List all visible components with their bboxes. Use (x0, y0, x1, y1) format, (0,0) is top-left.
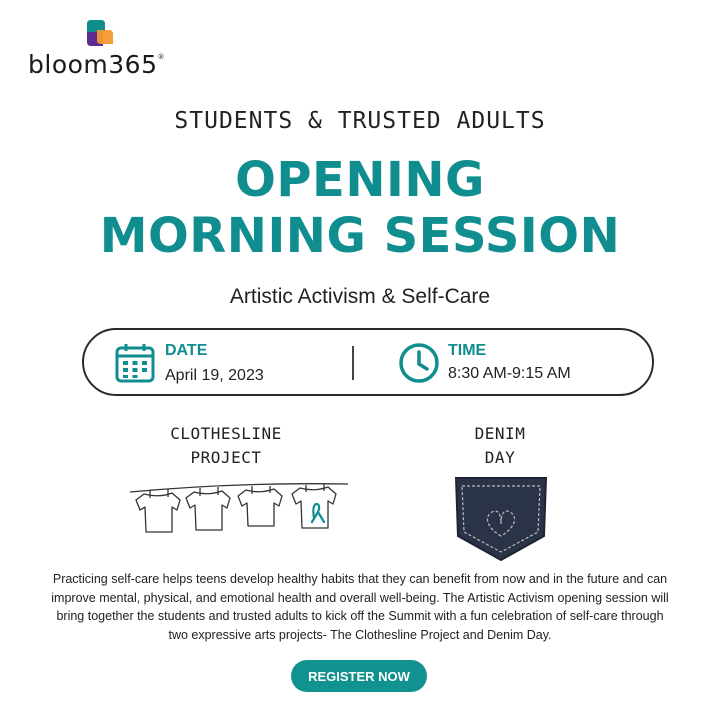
session-description: Practicing self-care helps teens develop healthy habits that they can benefit from now and in the future and can improve mental, physical, and emotional health and overall well-being. The Artistic Activism opening session will bring together the students and trusted adults to kick off the Summit with a fun celebration of self-care through two expressive arts projects- The Clothesline Project and Denim Day. (51, 572, 669, 642)
denim-day-label: DENIM DAY (474, 424, 526, 467)
registered-mark: ® (157, 53, 165, 61)
title-line-1: OPENING (235, 152, 485, 208)
clock-icon (398, 342, 440, 384)
time-value: 8:30 AM-9:15 AM (448, 365, 571, 382)
info-divider (352, 346, 354, 380)
date-label: DATE (165, 342, 208, 359)
date-time-box (82, 328, 654, 396)
session-subtitle: Artistic Activism & Self-Care (229, 285, 491, 308)
calendar-icon (114, 342, 156, 384)
clothesline-label: CLOTHESLINE PROJECT (170, 424, 282, 467)
title-line-2: MORNING SESSION (99, 208, 621, 264)
clothesline-icon (128, 476, 350, 550)
denim-pocket-icon (452, 474, 550, 564)
logo-text: bloom365 (28, 50, 158, 79)
brand-logo (28, 20, 188, 82)
page-title (0, 152, 720, 264)
register-now-button[interactable]: REGISTER NOW (291, 660, 427, 692)
time-label: TIME (448, 342, 487, 359)
date-value: April 19, 2023 (165, 367, 264, 384)
audience-eyebrow: STUDENTS & TRUSTED ADULTS (174, 108, 546, 134)
logo-mark-icon (83, 20, 115, 50)
